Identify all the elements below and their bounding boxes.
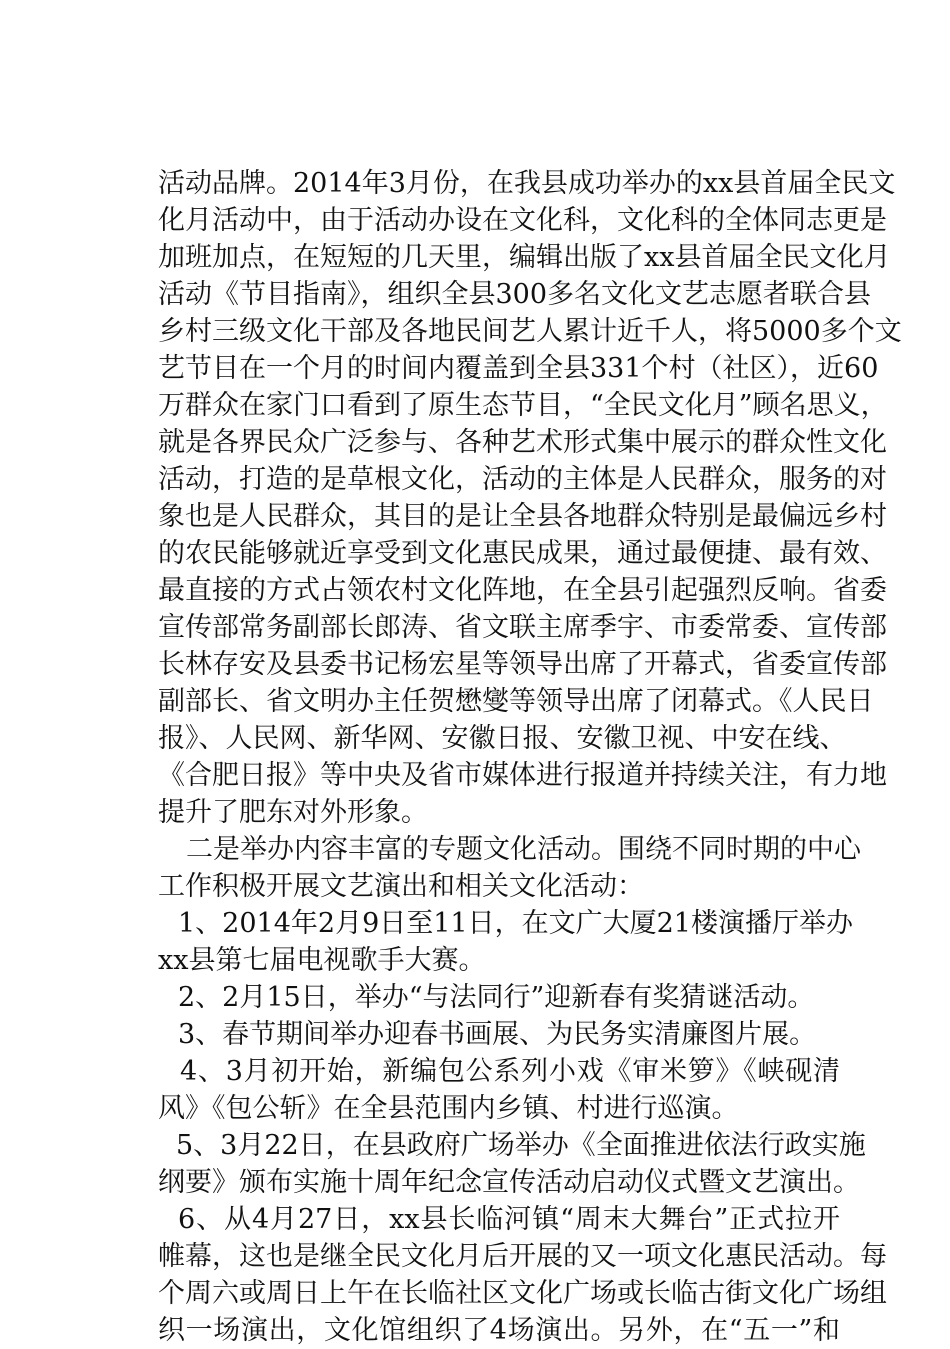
body-text-line: 的农民能够就近享受到文化惠民成果，通过最便捷、最有效、: [158, 538, 887, 569]
body-text-line: 工作积极开展文艺演出和相关文化活动：: [158, 871, 644, 902]
list-item-line: 帷幕，这也是继全民文化月后开展的又一项文化惠民活动。每: [158, 1241, 887, 1272]
body-text-line: 活动品牌。2014年3月份，在我县成功举办的xx县首届全民文: [158, 168, 896, 199]
body-text-line: 象也是人民群众，其目的是让全县各地群众特别是最偏远乡村: [158, 501, 887, 532]
body-text-line: 活动《节目指南》，组织全县300多名文化文艺志愿者联合县: [158, 279, 872, 310]
body-text-line: 长林存安及县委书记杨宏星等领导出席了开幕式，省委宣传部: [158, 649, 887, 680]
list-item-line: 织一场演出，文化馆组织了4场演出。另外，在“五一”和: [158, 1315, 840, 1346]
body-text-line: 活动，打造的是草根文化，活动的主体是人民群众，服务的对: [158, 464, 887, 495]
body-text-line: 提升了肥东对外形象。: [158, 797, 428, 828]
body-text-line: 报》、人民网、新华网、安徽日报、安徽卫视、中安在线、: [158, 723, 847, 754]
body-text-line: 《合肥日报》等中央及省市媒体进行报道并持续关注，有力地: [158, 760, 887, 791]
body-text-line: 就是各界民众广泛参与、各种艺术形式集中展示的群众性文化: [158, 427, 887, 458]
body-text-line: 宣传部常务副部长郎涛、省文联主席季宇、市委常委、宣传部: [158, 612, 887, 643]
list-item-line: 1、2014年2月9日至11日，在文广大厦21楼演播厅举办: [178, 908, 853, 939]
list-item-line: xx县第七届电视歌手大赛。: [158, 945, 486, 976]
body-text-line: 加班加点，在短短的几天里，编辑出版了xx县首届全民文化月: [158, 242, 891, 273]
list-item-line: 4、3月初开始，新编包公系列小戏《审米箩》《峡砚清: [180, 1056, 840, 1087]
list-item-line: 2、2月15日，举办“与法同行”迎新春有奖猜谜活动。: [178, 982, 815, 1013]
body-text-line: 艺节目在一个月的时间内覆盖到全县331个村（社区），近60: [158, 353, 879, 384]
body-text-line: 乡村三级文化干部及各地民间艺人累计近千人，将5000多个文: [158, 316, 902, 347]
list-item-line: 风》《包公斩》在全县范围内乡镇、村进行巡演。: [158, 1093, 739, 1124]
body-text-line: 万群众在家门口看到了原生态节目，“全民文化月”顾名思义，: [158, 390, 888, 421]
list-item-line: 6、从4月27日，xx县长临河镇“周末大舞台”正式拉开: [178, 1204, 840, 1235]
body-text-line: 副部长、省文明办主任贺懋燮等领导出席了闭幕式。《人民日: [158, 686, 874, 717]
list-item-line: 3、春节期间举办迎春书画展、为民务实清廉图片展。: [178, 1019, 817, 1050]
list-item-line: 个周六或周日上午在长临社区文化广场或长临古街文化广场组: [158, 1278, 887, 1309]
paragraph-heading-line: 二是举办内容丰富的专题文化活动。围绕不同时期的中心: [186, 834, 861, 865]
list-item-line: 5、3月22日，在县政府广场举办《全面推进依法行政实施: [176, 1130, 866, 1161]
body-text-line: 化月活动中，由于活动办设在文化科，文化科的全体同志更是: [158, 205, 887, 236]
list-item-line: 纲要》颁布实施十周年纪念宣传活动启动仪式暨文艺演出。: [158, 1167, 860, 1198]
body-text-line: 最直接的方式占领农村文化阵地，在全县引起强烈反响。省委: [158, 575, 887, 606]
